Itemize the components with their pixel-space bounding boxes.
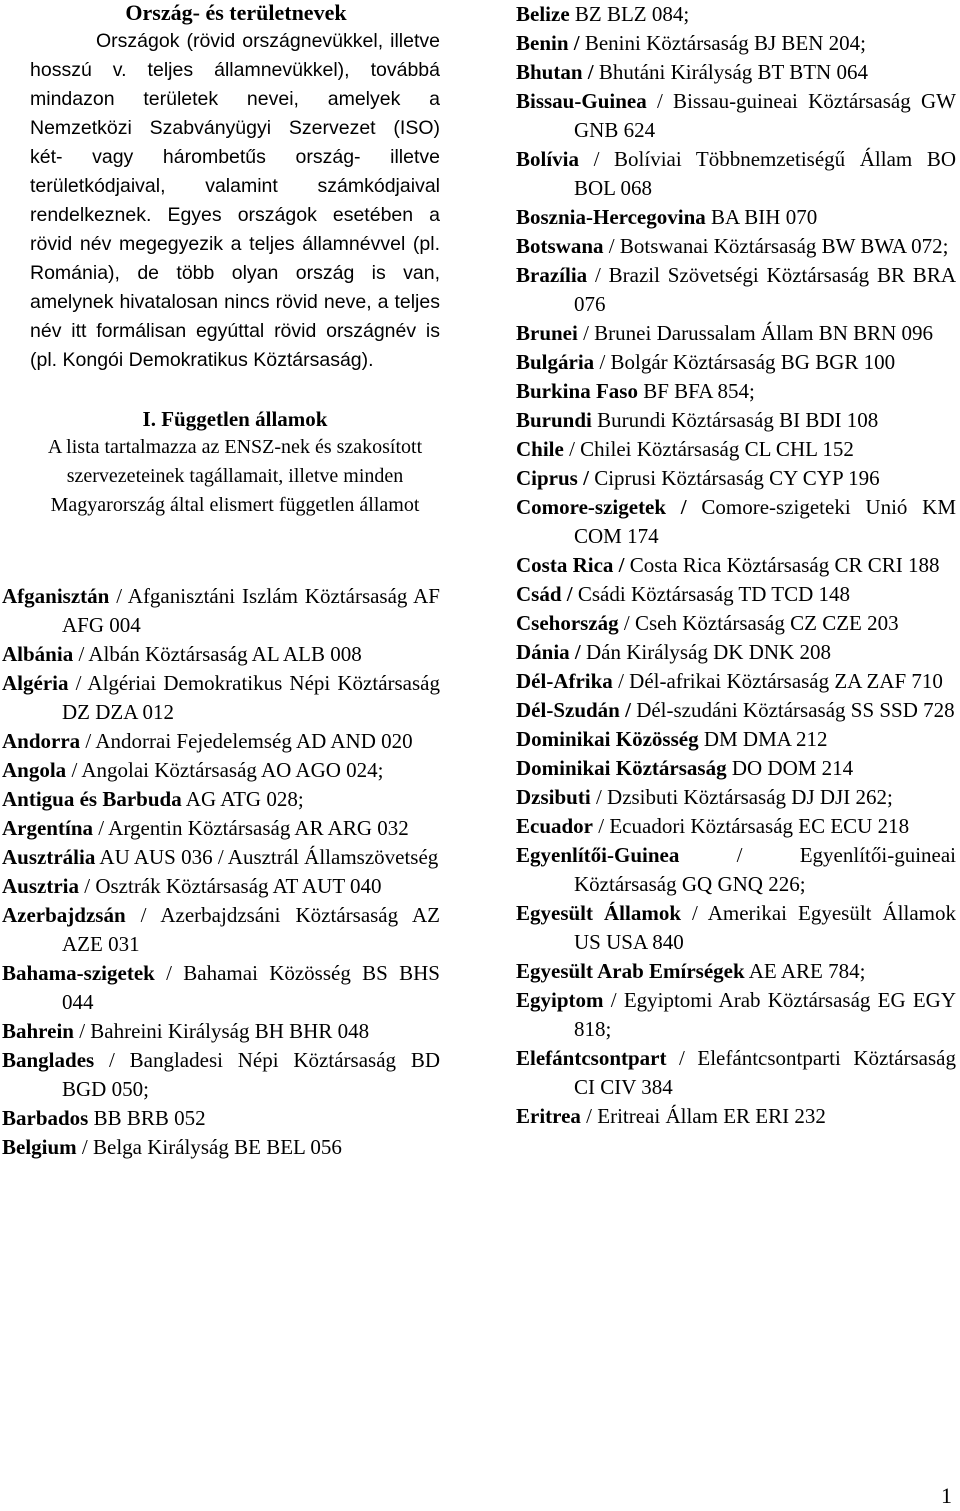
country-details: Burundi Köztársaság BI BDI 108 [591,408,879,432]
country-name: Belgium [2,1135,77,1159]
country-details: / Osztrák Köztársaság AT AUT 040 [79,874,382,898]
country-entry [2,843,440,872]
country-details: Dán Királyság DK DNK 208 [580,640,831,664]
country-details: / Bahreini Királyság BH BHR 048 [73,1019,370,1043]
country-name: Angola [2,758,67,782]
country-name: Dél-Szudán / [516,698,631,722]
country-details: DO DOM 214 [726,756,854,780]
country-entry [516,1102,956,1131]
country-entry [516,812,956,841]
country-name: Csád / [516,582,573,606]
country-details: / Ecuadori Köztársaság EC ECU 218 [593,814,910,838]
country-details: / Chilei Köztársaság CL CHL 152 [563,437,854,461]
country-entry [516,1044,956,1102]
country-entry [2,727,440,756]
country-name: Argentína [2,816,93,840]
country-details: / Afganisztáni Iszlám Köztársaság AF AFG 004 [62,584,440,637]
country-name: Dél-Afrika [516,669,613,693]
country-entry [516,0,956,29]
country-name: Egyesült Államok [516,901,682,925]
country-entry [516,696,956,725]
country-entry [2,1046,440,1104]
country-name: Benin / [516,31,580,55]
country-name: Antigua és Barbuda [2,787,182,811]
country-name: Brazília [516,263,588,287]
country-name: Ausztria [2,874,79,898]
country-details: Benini Köztársaság BJ BEN 204; [579,31,866,55]
country-entry [2,1104,440,1133]
country-name: Bulgária [516,350,595,374]
country-entry [516,754,956,783]
country-name: Brunei [516,321,578,345]
country-name: Ecuador [516,814,594,838]
country-details: BZ BLZ 084; [569,2,690,26]
country-entry [516,377,956,406]
country-details: / Angolai Köztársaság AO AGO 024; [66,758,384,782]
country-entry [516,58,956,87]
country-details: Csádi Köztársaság TD TCD 148 [572,582,851,606]
country-entry [516,667,956,696]
document-title: Ország- és területnevek [125,0,347,25]
country-details: / Azerbajdzsáni Köztársaság AZ AZE 031 [62,903,440,956]
section-title: I. Független államok [142,407,328,431]
country-entry [2,669,440,727]
country-name: Bhutan / [516,60,594,84]
country-details: / Cseh Köztársaság CZ CZE 203 [618,611,899,635]
country-name: Bahrein [2,1019,74,1043]
country-entry [2,1133,440,1162]
country-details: BF BFA 854; [637,379,755,403]
country-name: Egyenlítői-Guinea [516,843,680,867]
country-entry [516,406,956,435]
country-name: Ciprus / [516,466,589,490]
country-details: / Dél-afrikai Köztársaság ZA ZAF 710 [612,669,943,693]
country-name: Elefántcsontpart [516,1046,667,1070]
country-entry [2,872,440,901]
country-name: Azerbajdzsán [2,903,126,927]
country-entry [516,638,956,667]
country-name: Andorra [2,729,81,753]
country-entry [2,814,440,843]
country-entry [516,841,956,899]
country-details: / Albán Köztársaság AL ALB 008 [73,642,362,666]
country-entry [516,261,956,319]
country-name: Dzsibuti [516,785,591,809]
country-details: / Bangladesi Népi Köztársaság BD BGD 050; [62,1048,440,1101]
country-details: Comore-szigeteki Unió KM COM 174 [574,495,957,548]
country-entry [2,640,440,669]
country-name: Ausztrália [2,845,96,869]
country-details: / Bolíviai Többnemzetiségű Állam BO BOL 068 [574,147,956,200]
country-name: Algéria [2,671,69,695]
country-name: Burkina Faso [516,379,638,403]
country-name: Burundi [516,408,592,432]
country-details: / Andorrai Fejedelemség AD AND 020 [80,729,413,753]
country-name: Botswana [516,234,604,258]
country-entry [516,87,956,145]
country-name: Eritrea [516,1104,581,1128]
country-name: Dánia / [516,640,581,664]
country-name: Dominikai Köztársaság [516,756,727,780]
country-entry [516,232,956,261]
country-name: Bissau-Guinea [516,89,647,113]
country-entry [2,582,440,640]
country-entry [516,580,956,609]
country-details: / Elefántcsontparti Köztársaság CI CIV 384 [574,1046,956,1099]
country-name: Bosznia-Hercegovina [516,205,706,229]
country-entry [516,464,956,493]
country-details: BA BIH 070 [705,205,818,229]
country-entry [516,725,956,754]
country-name: Chile [516,437,564,461]
country-details: / Dzsibuti Köztársaság DJ DJI 262; [590,785,893,809]
right-column [516,0,956,1131]
country-entry [2,959,440,1017]
country-details: Dél-szudáni Köztársaság SS SSD 728 [630,698,955,722]
country-details: / Argentin Köztársaság AR ARG 032 [93,816,409,840]
country-name: Comore-szigetek / [516,495,687,519]
country-name: Bolívia [516,147,580,171]
country-details: / Egyiptomi Arab Köztársaság EG EGY 818; [574,988,956,1041]
intro-text: Országok (rövid országnevükkel, illetve hosszú v. teljes államnevükkel), továbbá mindazon területek nevei, amelyek a Nemzetközi Szabványügyi Szervezet (ISO) két- vagy hárombetűs ország- illetve területkódjaival, valamint számkódjaival rendelkeznek. Egyes országok esetében a rövid név megegyezik a teljes államnévvel (pl. Románia), de több olyan ország is van, amelynek hivatalosan nincs rövid neve, a teljes név itt formálisan egyúttal rövid országnév is (pl. Kongói Demokratikus Köztársaság). [30,30,440,371]
country-details: Ciprusi Köztársaság CY CYP 196 [588,466,880,490]
country-details: Costa Rica Köztársaság CR CRI 188 [624,553,940,577]
country-details: / Brunei Darussalam Állam BN BRN 096 [577,321,934,345]
left-column [2,0,440,1162]
country-name: Dominikai Közösség [516,727,699,751]
country-details: / Botswanai Köztársaság BW BWA 072; [603,234,949,258]
country-name: Csehország [516,611,619,635]
country-details: Bhutáni Királyság BT BTN 064 [593,60,868,84]
country-name: Banglades [2,1048,95,1072]
section-description: A lista tartalmazza az ENSZ-nek és szakosított szervezeteinek tagállamait, illetve minden Magyarország által elismert független államot [47,436,423,516]
page-number: 1 [941,1483,952,1508]
country-entry [516,957,956,986]
country-name: Egyiptom [516,988,604,1012]
country-name: Afganisztán [2,584,110,608]
country-details: / Bissau-guineai Köztársaság GW GNB 624 [574,89,956,142]
country-details: / Eritreai Állam ER ERI 232 [580,1104,826,1128]
country-entry [516,145,956,203]
country-entry [516,899,956,957]
country-details: AG ATG 028; [181,787,304,811]
country-name: Barbados [2,1106,89,1130]
country-entry [516,203,956,232]
country-details: / Brazil Szövetségi Köztársaság BR BRA 076 [574,263,956,316]
country-entry [2,785,440,814]
country-details: / Algériai Demokratikus Népi Köztársaság DZ DZA 012 [62,671,440,724]
intro-paragraph [30,27,440,375]
country-details: AE ARE 784; [744,959,866,983]
country-entry [2,1017,440,1046]
country-details: / Bolgár Köztársaság BG BGR 100 [594,350,896,374]
country-list-left [2,582,440,1162]
country-name: Albánia [2,642,74,666]
country-entry [516,551,956,580]
country-name: Bahama-szigetek [2,961,155,985]
country-entry [516,493,956,551]
country-details: / Bahamai Közösség BS BHS 044 [62,961,440,1014]
country-entry [516,348,956,377]
country-entry [516,435,956,464]
country-details: / Belga Királyság BE BEL 056 [76,1135,342,1159]
country-entry [2,901,440,959]
country-entry [516,319,956,348]
country-name: Belize [516,2,570,26]
country-entry [516,29,956,58]
country-details: / Egyenlítői-guineai Köztársaság GQ GNQ 226; [574,843,956,896]
country-entry [516,986,956,1044]
country-entry [2,756,440,785]
country-list-right [516,0,956,1131]
country-details: DM DMA 212 [698,727,828,751]
country-entry [516,609,956,638]
country-details: / Amerikai Egyesült Államok US USA 840 [574,901,957,954]
country-details: BB BRB 052 [88,1106,206,1130]
country-name: Costa Rica / [516,553,625,577]
country-name: Egyesült Arab Emírségek [516,959,745,983]
country-details: AU AUS 036 / Ausztrál Államszövetség [95,845,439,869]
country-entry [516,783,956,812]
